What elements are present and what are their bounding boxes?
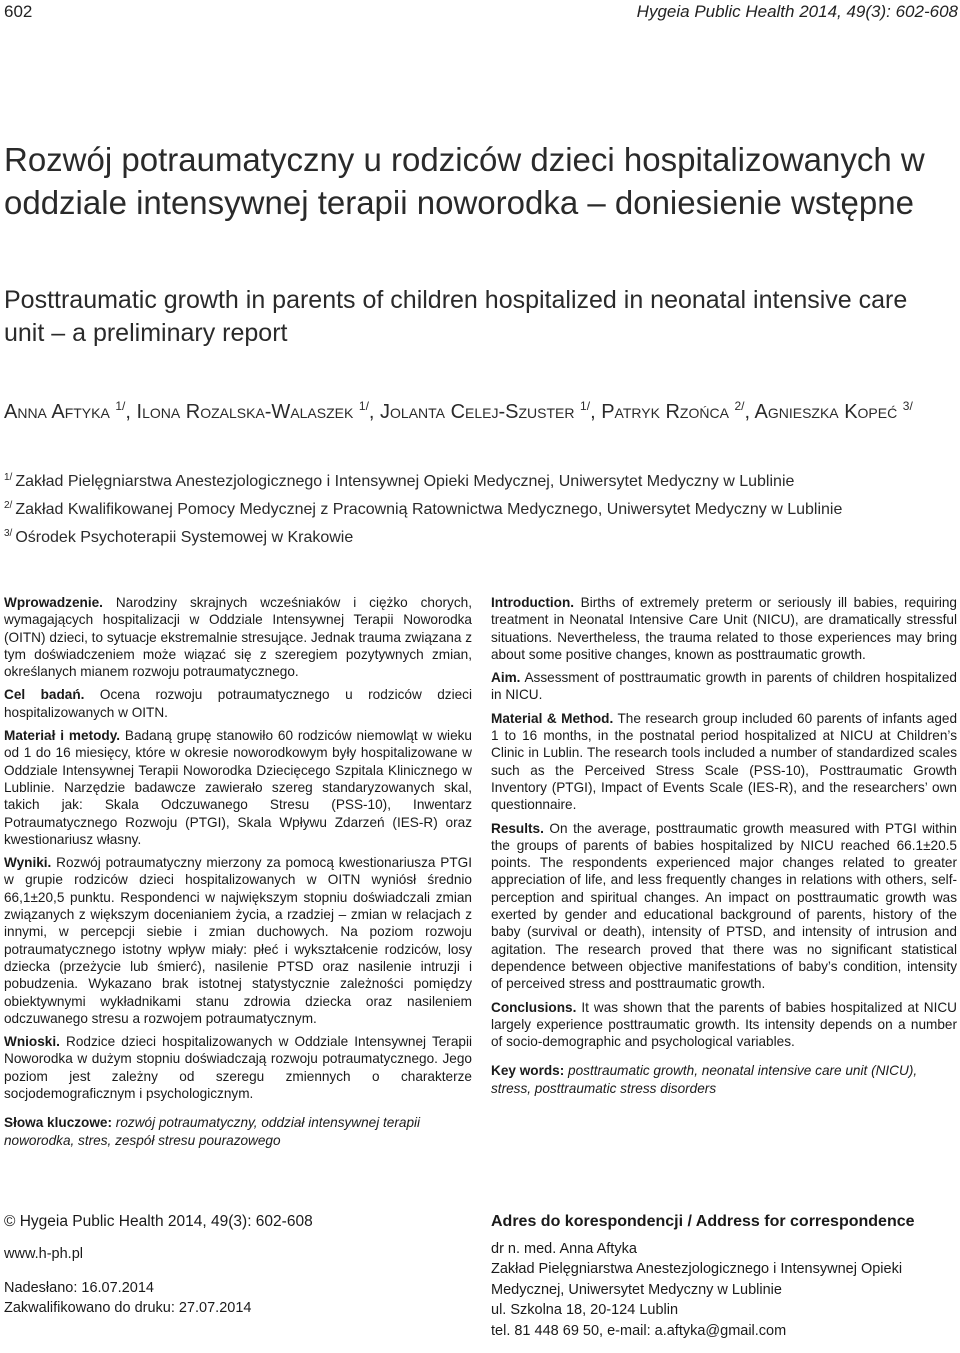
affiliation-mark: 1/ <box>4 472 13 483</box>
correspondence-line: ul. Szkolna 18, 20-124 Lublin <box>491 1302 679 1318</box>
affiliation-mark: 2/ <box>4 500 13 511</box>
author-affiliation-mark: 3/ <box>902 399 913 413</box>
abstract-section-intro <box>491 594 957 663</box>
section-text: Births of extremely preterm or seriously ill babies, requiring treatment in Neonatal Intensive Care Unit (NICU), are dramatically stressful situations. Nevertheless, the trauma related to those experiences may bring about some positive changes, known as posttraumatic growth. <box>491 595 957 662</box>
affiliation-list <box>4 466 954 550</box>
section-label: Wprowadzenie. <box>4 595 103 610</box>
section-text: It was shown that the parents of babies hospitalized at NICU largely experience posttraumatic growth. Its intensity depends on a number of socio-demographic and psychological variables. <box>491 999 957 1050</box>
accepted-date: Zakwalifikowano do druku: 27.07.2014 <box>4 1300 252 1316</box>
affiliation-text: Zakład Pielęgniarstwa Anestezjologicznego i Intensywnej Opieki Medycznej, Uniwersytet Medyczny w Lublinie <box>15 473 795 490</box>
section-label: Wyniki. <box>4 855 52 871</box>
abstract-polish <box>4 594 472 1155</box>
section-label: Conclusions. <box>491 999 577 1015</box>
correspondence-block <box>491 1212 957 1341</box>
author-name: Ilona Rozalska-Walaszek <box>136 401 354 423</box>
affiliation <box>4 494 954 522</box>
abstract-section-conclusions <box>4 1033 472 1102</box>
correspondence-line: Medycznej, Uniwersytet Medyczny w Lublinie <box>491 1281 782 1298</box>
copyright-notice: © Hygeia Public Health 2014, 49(3): 602-608 <box>4 1213 313 1230</box>
author-affiliation-mark: 1/ <box>115 399 126 413</box>
page-number: 602 <box>4 2 33 21</box>
section-text: Narodziny skrajnych wcześniaków i ciężko chorych, wymagających hospitalizacji w Oddziale Intensywnej Terapii Noworodka (OITN) dzieci, to sytuacje ekstremalnie stresujące. Jednak trauma związana z tym doświadczeniem może wiązać się z szeregiem pozytywnych zmian, określanych mianem rozwoju potraumatycznego. <box>4 595 472 680</box>
abstract-section-results <box>491 820 957 993</box>
author-name: Jolanta Celej-Szuster <box>380 401 575 423</box>
correspondence-line: dr n. med. Anna Aftyka <box>491 1240 637 1257</box>
abstract-section-intro <box>4 594 472 680</box>
journal-url-link[interactable]: www.h-ph.pl <box>4 1246 83 1262</box>
abstract-section-method <box>4 727 472 848</box>
affiliation-text: Zakład Kwalifikowanej Pomocy Medycznej z Pracownią Ratownictwa Medycznego, Uniwersytet Medyczny w Lublinie <box>15 501 843 518</box>
title-english: Posttraumatic growth in parents of children hospitalized in neonatal intensive care unit – a preliminary report <box>4 286 908 347</box>
author-list: Anna Aftyka $^{1/}$, Ilona Rozalska-Walaszek $^{1/}$, Jolanta Celej-Szuster $^{1/}$, Patryk Rzońca $^{2/}$, Agnieszka Kopeć $^{3/}$ <box>4 399 913 423</box>
title-polish: Rozwój potraumatyczny u rodziców dzieci hospitalizowanych w oddziale intensywnej terapii noworodka – doniesienie wstępne <box>4 141 925 221</box>
journal-citation: Hygeia Public Health 2014, 49(3): 602-608 <box>636 2 958 21</box>
section-text: On the average, posttraumatic growth measured with PTGI within the groups of parents of babies hospitalized by NICU reached 66.1±20.5 points. The respondents experienced major changes related to greater appreciation of life, and less frequently changes in relations with others, self-perception and spiritual changes. An impact on posttraumatic growth was exerted by gender and educational background of parents, history of the baby (survival or death), intensity of PTSD, and intensity of intrusion and agitation. The research proved that there was no significant statistical dependence between objective manifestations of baby’s condition, intensity of perceived stress and posttraumatic growth. <box>491 820 957 992</box>
abstract-section-results <box>4 854 472 1027</box>
correspondence-line: tel. 81 448 69 50, e-mail: a.aftyka@gmail.com <box>491 1322 787 1339</box>
correspondence-line: Zakład Pielęgniarstwa Anestezjologicznego i Intensywnej Opieki <box>491 1261 903 1277</box>
author-affiliation-mark: 2/ <box>734 399 745 413</box>
author-affiliation-mark: 1/ <box>358 399 369 413</box>
affiliation <box>4 466 954 494</box>
received-date: Nadesłano: 16.07.2014 <box>4 1280 154 1296</box>
section-label: Materiał i metody. <box>4 728 121 744</box>
section-text: The research group included 60 parents of infants aged 1 to 16 months, in the postnatal period hospitalized at NICU at Children’s Clinic in Lublin. The research tools included a number of standardized scales such as the Perceived Stress Scale (PSS-10), Posttraumatic Growth Inventory (PTGI), Impact of Events Scale (IES-R), and the researchers’ own questionnaire. <box>491 710 958 813</box>
abstract-section-conclusions <box>491 999 957 1051</box>
section-text: Ocena rozwoju potraumatycznego u rodziców dzieci hospitalizowanych w OITN. <box>4 687 473 720</box>
author-name: Patryk Rzońca <box>601 401 729 423</box>
section-text: Badaną grupę stanowiło 60 rodziców niemowląt w wieku od 1 do 16 miesięcy, które w okresie noworodkowym były hospitalizowane w Oddziale Intensywnej Terapii Noworodka Dziecięcego Szpitala Klinicznego w Lublinie. Narzędzie badawcze zawierało szereg standaryzowanych skal, takich jak: Skala Odczuwanego Stresu (PSS-10), Inwentarz Potraumatycznego Rozwoju (PTGI), Skala Wpływu Zdarzeń (IES-R) oraz kwestionariusz własny. <box>4 728 472 847</box>
keywords-label: Key words: <box>491 1063 565 1079</box>
affiliation-text: Ośrodek Psychoterapii Systemowej w Krakowie <box>15 529 354 546</box>
section-label: Wnioski. <box>4 1034 60 1050</box>
keywords-english <box>491 1062 957 1097</box>
author-affiliation-mark: 1/ <box>580 399 591 413</box>
affiliation <box>4 522 954 550</box>
section-label: Introduction. <box>491 595 575 610</box>
keywords-label: Słowa kluczowe: <box>4 1115 113 1131</box>
page-header <box>0 0 960 26</box>
keywords-text: posttraumatic growth, neonatal intensive care unit (NICU), stress, posttraumatic stress disorders <box>491 1063 918 1096</box>
keywords-polish <box>4 1114 472 1149</box>
abstract-english <box>491 594 957 1103</box>
section-text: Rodzice dzieci hospitalizowanych w Oddziale Intensywnej Terapii Noworodka w dużym stopniu doświadczają rozwoju potraumatycznego. Jego poziom jest zależny od szeregu zmiennych o charakterze socjodemograficznym i psychologicznym. <box>4 1034 472 1102</box>
affiliation-mark: 3/ <box>4 528 13 539</box>
abstract-section-aim <box>491 669 957 704</box>
section-text: Assessment of posttraumatic growth in parents of children hospitalized in NICU. <box>491 670 957 703</box>
section-text: Rozwój potraumatyczny mierzony za pomocą kwestionariusza PTGI w grupie rodziców dzieci hospitalizowanych w OITN wyniósł średnio 66,1±20,5 punktu. Respondenci w największym stopniu doświadczali zmian związanych z większym docenianiem życia, a rzadziej – zmian w relacjach z innymi, w percepcji siebie i zmian duchowych. Na poziom rozwoju potraumatycznego istotny wpływ miały: płeć i wykształcenie rodziców, losy dziecka (przeżycie lub śmierć), nasilenie PTSD oraz nasilenie intruzji i pobudzenia. Wykazano brak istotnej statystycznie zależności pomiędzy obiektywnymi wykładnikami stanu zdrowia dziecka oraz nasileniem odczuwanego stresu a rozwojem potraumatycznym. <box>4 855 472 1026</box>
author-name: Agnieszka Kopeć <box>754 401 898 423</box>
author-name: Anna Aftyka <box>4 401 110 423</box>
abstract-section-aim <box>4 686 472 721</box>
section-label: Aim. <box>491 670 521 686</box>
abstract-section-method <box>491 710 957 814</box>
publication-info <box>4 1212 472 1318</box>
section-label: Material & Method. <box>491 710 614 726</box>
keywords-text: rozwój potraumatyczny, oddział intensywnej terapii noworodka, stres, zespół stresu pourazowego <box>4 1115 421 1148</box>
section-label: Cel badań. <box>4 687 85 703</box>
correspondence-title: Adres do korespondencji / Address for correspondence <box>491 1213 915 1230</box>
section-label: Results. <box>491 820 544 836</box>
